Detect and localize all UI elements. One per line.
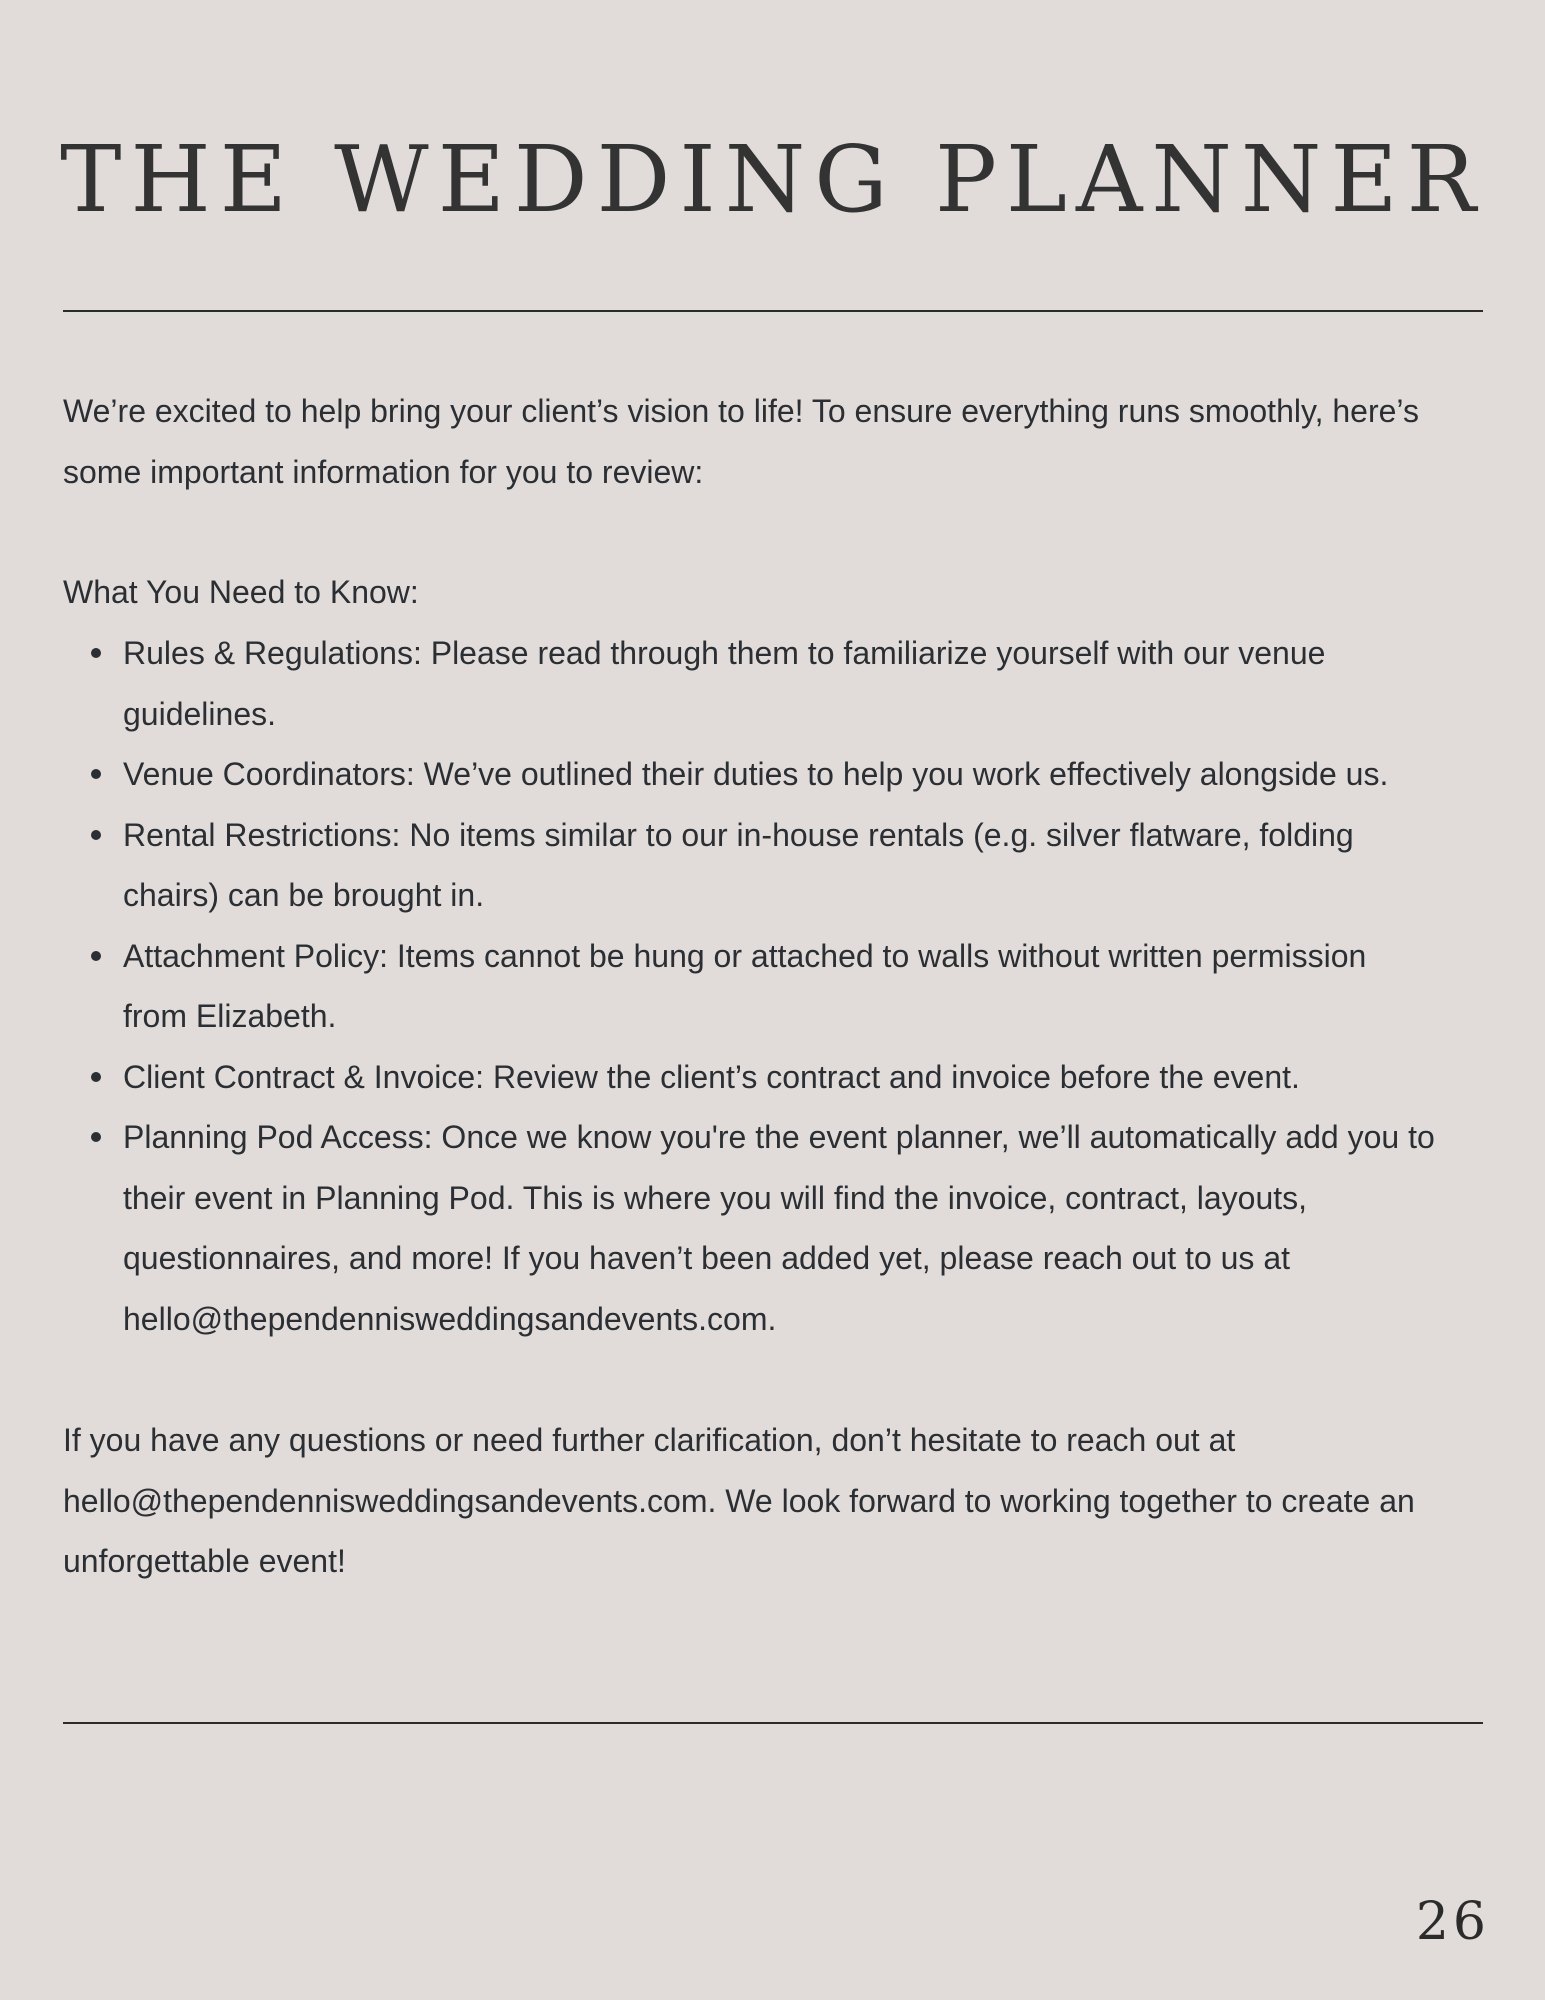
requirements-list bbox=[63, 623, 1493, 1349]
list-item-line: Planning Pod Access: Once we know you're the event planner, we’ll automatically add you to bbox=[123, 1119, 1435, 1155]
list-item-rules-regulations bbox=[63, 623, 1493, 744]
list-item-line: from Elizabeth. bbox=[123, 998, 337, 1034]
bottom-divider bbox=[63, 1722, 1483, 1724]
list-item-line: Rules & Regulations: Please read through them to familiarize yourself with our venue bbox=[123, 635, 1326, 671]
list-item-venue-coordinators bbox=[63, 744, 1493, 805]
section-heading: What You Need to Know: bbox=[63, 574, 419, 610]
closing-paragraph bbox=[63, 1410, 1493, 1592]
list-item-line: chairs) can be brought in. bbox=[123, 877, 485, 913]
page-title: THE WEDDING PLANNER bbox=[60, 126, 1485, 233]
list-item-line: their event in Planning Pod. This is where you will find the invoice, contract, layouts, bbox=[123, 1179, 1308, 1216]
list-item-attachment-policy bbox=[63, 926, 1493, 1047]
list-item-line: questionnaires, and more! If you haven’t been added yet, please reach out to us at bbox=[123, 1240, 1290, 1276]
list-item-rental-restrictions bbox=[63, 805, 1493, 926]
page-number: 26 bbox=[1415, 1892, 1490, 1952]
bullet-icon bbox=[91, 830, 101, 840]
closing-line: If you have any questions or need further clarification, don’t hesitate to reach out at bbox=[63, 1422, 1236, 1458]
intro-paragraph bbox=[63, 381, 1493, 502]
bullet-icon bbox=[91, 648, 101, 658]
closing-line: hello@thependennisweddingsandevents.com. We look forward to working together to create an bbox=[63, 1482, 1415, 1519]
intro-line: We’re excited to help bring your client’s vision to life! To ensure everything runs smoothly, here’s bbox=[63, 393, 1419, 429]
list-item-line: Venue Coordinators: We’ve outlined their duties to help you work effectively alongside us. bbox=[123, 756, 1389, 792]
bullet-icon bbox=[91, 1072, 101, 1082]
list-item-line: Client Contract & Invoice: Review the client’s contract and invoice before the event. bbox=[123, 1058, 1300, 1095]
list-item-planning-pod-access bbox=[63, 1107, 1493, 1349]
bullet-icon bbox=[91, 951, 101, 961]
bullet-icon bbox=[91, 769, 101, 779]
list-item-line: Attachment Policy: Items cannot be hung or attached to walls without written permission bbox=[123, 937, 1367, 974]
closing-line: unforgettable event! bbox=[63, 1543, 346, 1579]
list-item-client-contract bbox=[63, 1047, 1493, 1108]
bullet-icon bbox=[91, 1132, 101, 1142]
list-item-line: Rental Restrictions: No items similar to our in-house rentals (e.g. silver flatware, folding bbox=[123, 816, 1354, 853]
list-item-line: hello@thependennisweddingsandevents.com. bbox=[123, 1300, 777, 1337]
top-divider bbox=[63, 310, 1483, 312]
list-item-line: guidelines. bbox=[123, 695, 276, 732]
intro-line: some important information for you to review: bbox=[63, 453, 704, 490]
